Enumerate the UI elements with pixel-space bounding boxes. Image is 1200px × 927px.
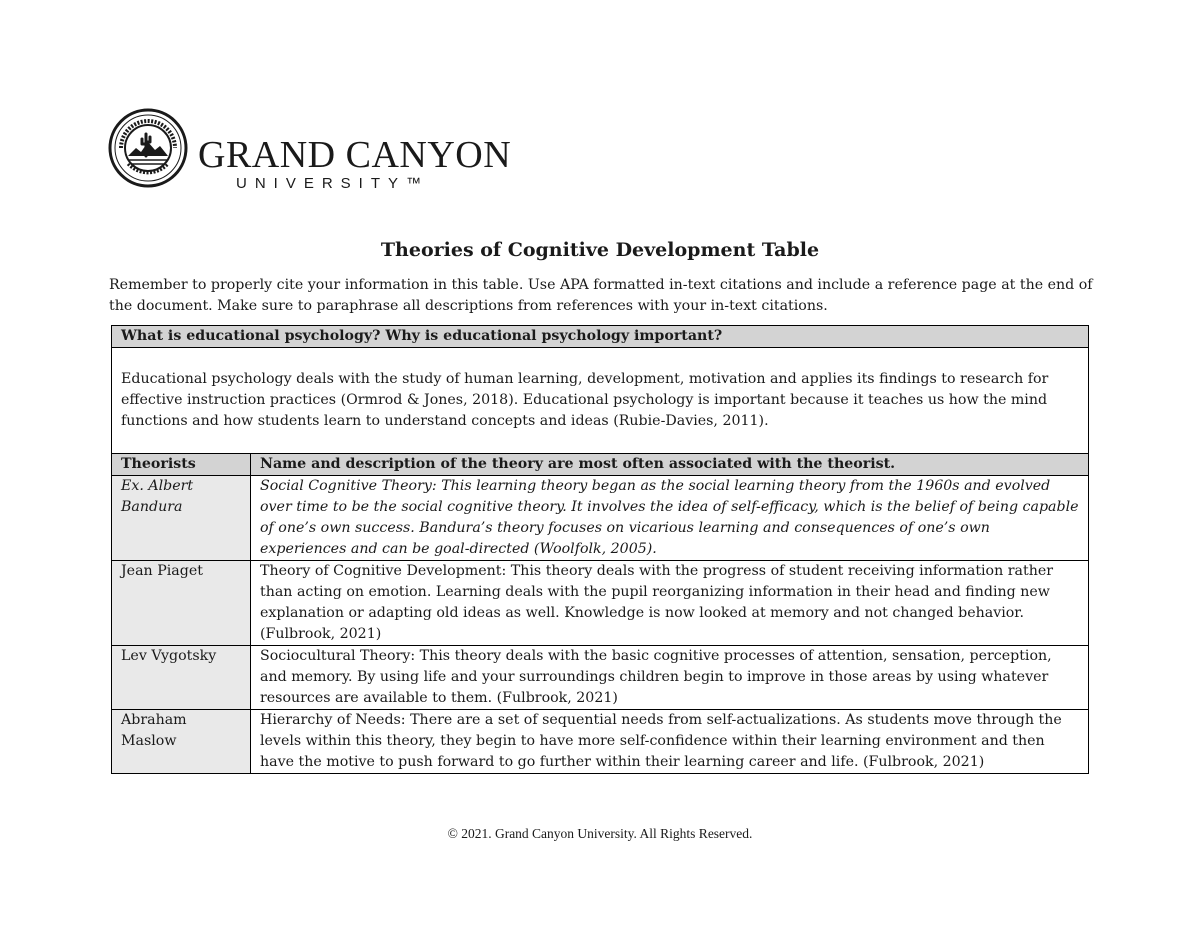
table-row [112,476,1089,561]
theory-description: Social Cognitive Theory: This learning theory began as the social learning theory from the 1960s and evolved over time to be the social cognitive theory. It involves the idea of self-efficacy, which is the belief of being capable of one’s own success. Bandura’s theory focuses on vicarious learning and consequences of one’s own experiences and can be goal-directed (Woolfolk, 2005). [251,476,1089,561]
theory-description: Hierarchy of Needs: There are a set of sequential needs from self-actualizations. As students move through the levels within this theory, they begin to have more self-confidence within their learning environment and then have the motive to push forward to go further within their learning career and life. (Fulbrook, 2021) [251,710,1089,774]
intro-paragraph: Remember to properly cite your information in this table. Use APA formatted in-text citations and include a reference page at the end of the document. Make sure to paraphrase all descriptions from references with your in-text citations. [109,277,1093,314]
theorist-name: Ex. Albert Bandura [112,476,251,561]
university-wordmark [198,136,511,192]
university-logo [108,108,512,192]
question-answer-row [112,348,1089,454]
table-row [112,646,1089,710]
copyright-footer: © 2021. Grand Canyon University. All Rights Reserved. [447,826,753,841]
theorist-name: Abraham Maslow [112,710,251,774]
university-seal-icon [108,108,188,188]
page-title: Theories of Cognitive Development Table [380,239,820,261]
theory-description: Sociocultural Theory: This theory deals with the basic cognitive processes of attention, sensation, perception, and memory. By using life and your surroundings children begin to improve in those areas by using whatever resources are available to them. (Fulbrook, 2021) [251,646,1089,710]
col-header-description: Name and description of the theory are most often associated with the theorist. [251,454,1089,476]
table-row [112,710,1089,774]
theories-table [111,325,1089,774]
wordmark-top: GRAND CANYON [198,134,512,176]
wordmark-bottom: UNIVERSITY™ [236,175,430,192]
theorist-name: Jean Piaget [112,561,251,646]
col-header-theorists: Theorists [112,454,251,476]
theorist-name: Lev Vygotsky [112,646,251,710]
question-answer: Educational psychology deals with the study of human learning, development, motivation and applies its findings to research for effective instruction practices (Ormrod & Jones, 2018). Educational psychology is important because it teaches us how the mind functions and how students learn to understand concepts and ideas (Rubie-Davies, 2011). [112,348,1089,454]
question-header-row [112,326,1089,348]
table-row [112,561,1089,646]
column-header-row [112,454,1089,476]
theory-description: Theory of Cognitive Development: This theory deals with the progress of student receiving information rather than acting on emotion. Learning deals with the pupil reorganizing information in their head and finding new explanation or adapting old ideas as well. Knowledge is now looked at memory and not changed behavior. (Fulbrook, 2021) [251,561,1089,646]
question-header: What is educational psychology? Why is educational psychology important? [112,326,1089,348]
